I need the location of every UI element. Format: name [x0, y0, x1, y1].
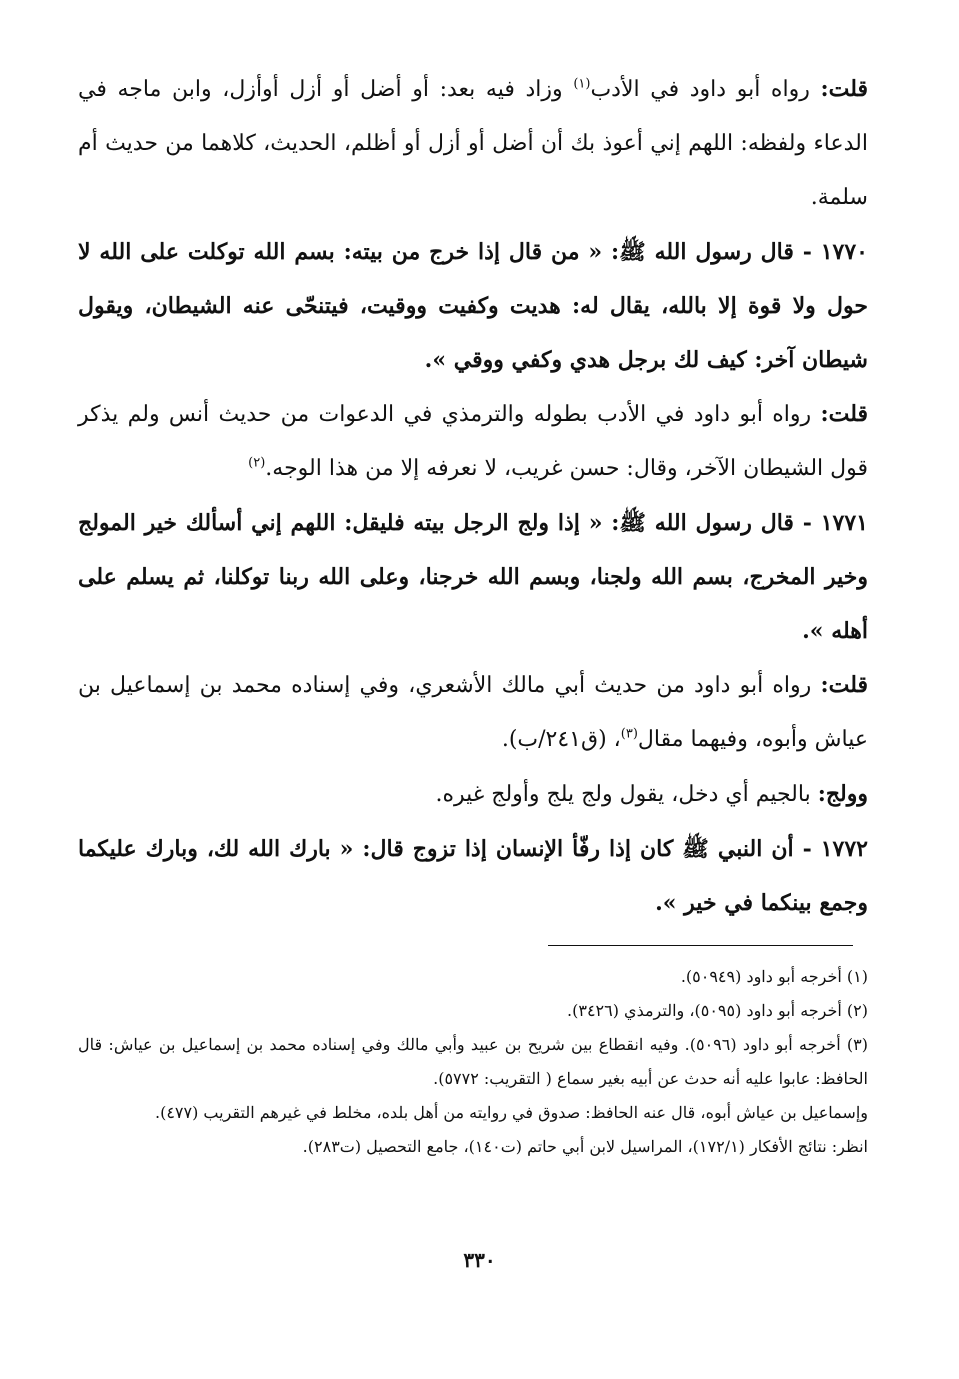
commentary-text-cont: ، (ق٢٤١/ب).	[501, 727, 621, 752]
paragraph-commentary-1	[78, 62, 868, 225]
footnote-ref-1[interactable]: (١)	[573, 76, 591, 92]
gloss-text: بالجيم أي دخل، يقول ولج يلج وأولج غيره.	[435, 782, 811, 807]
footnote-ref-3[interactable]: (٣)	[620, 726, 638, 742]
paragraph-gloss	[78, 767, 868, 822]
page-number: ٣٣٠	[463, 1248, 496, 1272]
commentary-label: قلت:	[820, 76, 868, 102]
footnote-ref-2[interactable]: (٢)	[248, 455, 266, 471]
commentary-text-cont: وزاد فيه بعد: أو أضل أو أزل أوأزل، وابن ماجه في الدعاء ولفظه: اللهم إني أعوذ بك أن أضل أو أزل أو أظلم، الحديث، كلاهما من حديث أم سلمة.	[78, 77, 868, 210]
commentary-text: رواه أبو داود من حديث أبي مالك الأشعري، وفي إسناده محمد بن إسماعيل بن عياش وأبوه، وفيهما مقال	[78, 673, 868, 752]
footnote-divider	[548, 945, 853, 946]
footnote-3: (٣) أخرجه أبو داود (٥٠٩٦). وفيه انقطاع بين شريح بن عبيد وأبي مالك وفي إسناده محمد بن إسماعيل بن عياش: قال الحافظ: عابوا عليه أنه حدث عن أبيه بغير سماع ( التقريب: ٥٧٧٢).	[78, 1035, 869, 1088]
commentary-label: قلت:	[820, 401, 868, 427]
hadith-1772: ١٧٧٢ - أن النبي ﷺ كان إذا رفّأ الإنسان إذا تزوج قال: « بارك الله لك، وبارك عليكما وجمع بينكما في خير ».	[78, 836, 868, 916]
hadith-1771: ١٧٧١ - قال رسول الله ﷺ: « إذا ولج الرجل بيته فليقل: اللهم إني أسألك خير المولج وخير المخرج، بسم الله ولجنا، وبسم الله خرجنا، وعلى الله ربنا توكلنا، ثم يسلم على أهله ».	[78, 510, 868, 644]
main-text	[78, 62, 868, 930]
footnotes	[78, 960, 868, 1164]
footnote-1: (١) أخرجه أبو داود (٥٠٩٤٩).	[680, 967, 868, 986]
paragraph-commentary-3	[78, 658, 868, 767]
paragraph-commentary-2	[78, 387, 868, 496]
commentary-text: رواه أبو داود في الأدب	[590, 77, 810, 102]
commentary-label: قلت:	[820, 672, 868, 698]
hadith-1770: ١٧٧٠ - قال رسول الله ﷺ: « من قال إذا خرج من بيته: بسم الله توكلت على الله لا حول ولا قوة إلا بالله، يقال له: هديت وكفيت ووقيت، فيتنحّى عنه الشيطان، ويقول شيطان آخر: كيف لك برجل هدي وكفي ووقي ».	[78, 239, 868, 373]
footnote-3-see-also: انظر: نتائج الأفكار (١٧٢/١)، المراسيل لابن أبي حاتم (ت١٤٠)، جامع التحصيل (ت٢٨٣).	[302, 1137, 868, 1156]
footnote-3-continued: وإسماعيل بن عياش أبوه، قال عنه الحافظ: صدوق في روايته من أهل بلده، مخلط في غيرهم التقريب (٤٧٧).	[154, 1103, 868, 1122]
gloss-label: وولج:	[817, 781, 868, 807]
commentary-text: رواه أبو داود في الأدب بطوله والترمذي في الدعوات من حديث أنس ولم يذكر قول الشيطان الآخر، وقال: حسن غريب، لا نعرفه إلا من هذا الوجه.	[78, 402, 868, 481]
footnote-2: (٢) أخرجه أبو داود (٥٠٩٥)، والترمذي (٣٤٢٦).	[567, 1001, 868, 1020]
